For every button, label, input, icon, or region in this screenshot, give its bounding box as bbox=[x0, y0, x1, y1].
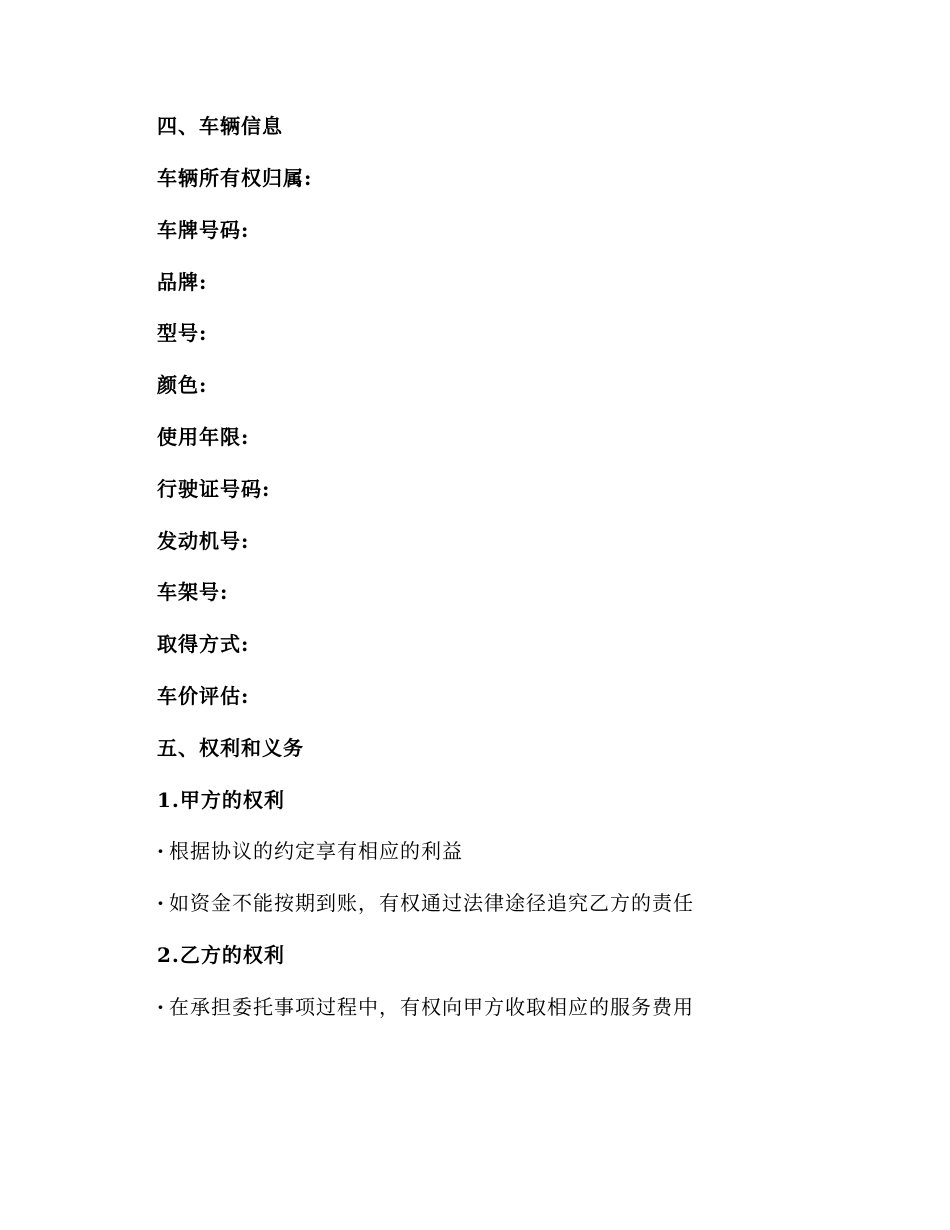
field-ownership: 车辆所有权归属: bbox=[157, 166, 313, 190]
field-brand: 品牌: bbox=[157, 270, 208, 294]
field-plate-number: 车牌号码: bbox=[157, 218, 250, 242]
field-engine-number: 发动机号: bbox=[157, 529, 250, 553]
list-item bbox=[157, 890, 694, 916]
list-item-text: 在承担委托事项过程中，有权向甲方收取相应的服务费用 bbox=[169, 995, 694, 1019]
field-acquisition-method: 取得方式: bbox=[157, 632, 250, 656]
field-license-number: 行驶证号码: bbox=[157, 477, 271, 501]
bullet-glyph: · bbox=[157, 839, 165, 863]
bullet-glyph: · bbox=[157, 995, 165, 1019]
field-color: 颜色: bbox=[157, 373, 208, 397]
section-heading-rights-obligations: 五、权利和义务 bbox=[157, 736, 304, 760]
subheading-party-a-rights: 1.甲方的权利 bbox=[157, 788, 285, 812]
list-item-text: 如资金不能按期到账，有权通过法律途径追究乙方的责任 bbox=[169, 891, 694, 915]
field-service-years: 使用年限: bbox=[157, 425, 250, 449]
section-heading-vehicle-info: 四、车辆信息 bbox=[157, 114, 283, 138]
subheading-party-b-rights: 2.乙方的权利 bbox=[157, 943, 285, 967]
list-item bbox=[157, 994, 694, 1020]
list-item bbox=[157, 838, 463, 864]
field-model: 型号: bbox=[157, 321, 208, 345]
list-item-text: 根据协议的约定享有相应的利益 bbox=[169, 839, 463, 863]
bullet-glyph: · bbox=[157, 891, 165, 915]
field-frame-number: 车架号: bbox=[157, 580, 229, 604]
field-price-valuation: 车价评估: bbox=[157, 684, 250, 708]
